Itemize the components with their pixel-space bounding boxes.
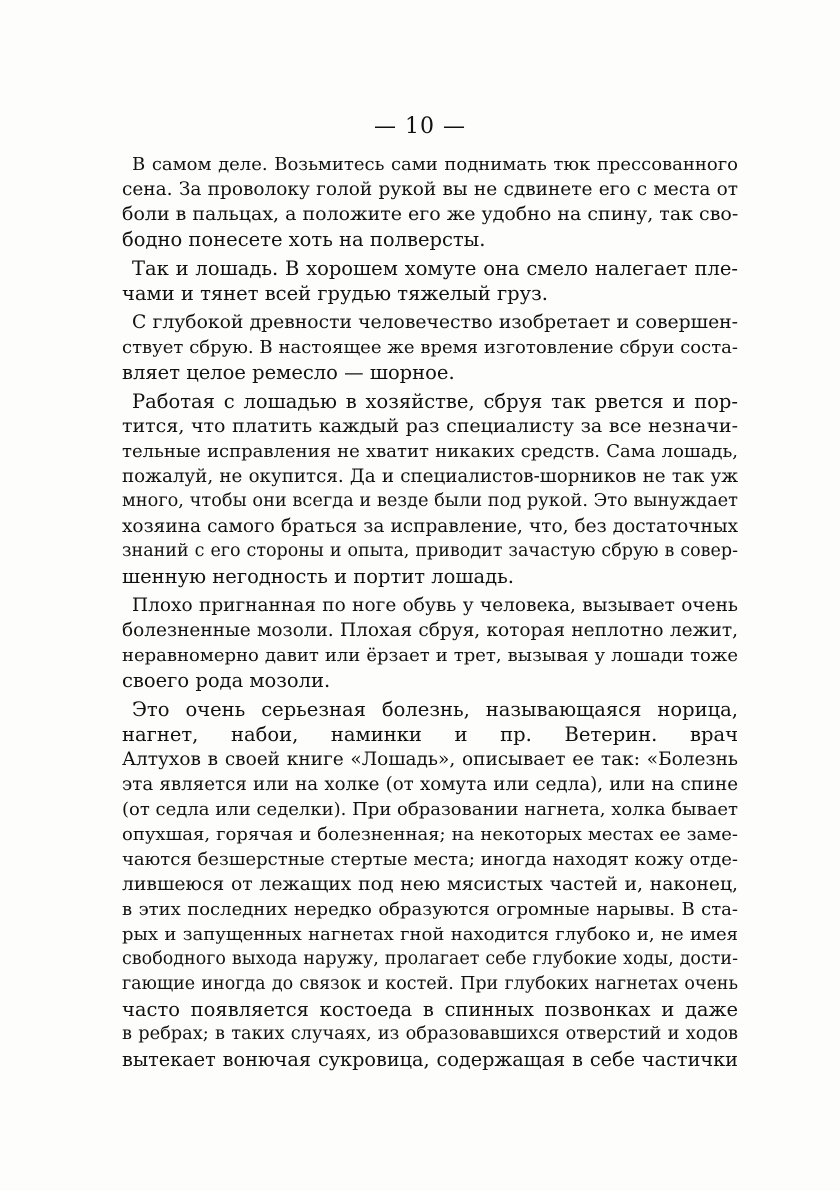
text-line: Плохо пригнанная по ноге обувь у человека, вызывает очень [132, 595, 738, 616]
page-number: — 10 — [374, 114, 466, 139]
text-line: тится, что платить каждый раз специалисту за все незначи- [122, 415, 738, 437]
text-line: в ребрах; в таких случаях, из образовавшихся отверстий и ходов [122, 1024, 738, 1044]
text-line: рых и запущенных нагнетах гной находится глубоко и, не имея [122, 924, 738, 945]
text-line: вытекает вонючая сукровица, содержащая в себе частички [122, 1048, 738, 1071]
body-text [122, 152, 738, 1072]
text-line: вляет целое ремесло — шорное. [122, 361, 455, 384]
text-line: шенную негодность и портит лошадь. [122, 565, 514, 588]
text-line: боли в пальцах, а положите его же удобно на спину, так сво- [122, 203, 739, 225]
text-line: Это очень серьезная болезнь, называющаяся норица, [132, 698, 738, 721]
text-line: опухшая, горячая и болезненная; на некоторых местах ее заме- [122, 824, 738, 845]
text-line: чами и тянет всей грудью тяжелый груз. [122, 282, 548, 305]
text-line: ствует сбрую. В настоящее же время изготовление сбруи соста- [122, 337, 738, 358]
text-line: Так и лошадь. В хорошем хомуте она смело налегает пле- [132, 257, 738, 280]
text-line: В самом деле. Возьмитесь сами поднимать тюк прессованного [132, 154, 738, 175]
text-line: неравномерно давит или ёрзает и трет, вызывая у лошади тоже [122, 645, 738, 666]
text-line: много, чтобы они всегда и везде были под рукой. Это вынуждает [122, 491, 738, 511]
text-line: (от седла или седелки). При образовании нагнета, холка бывает [122, 799, 738, 820]
text-line: чаются безшерстные стертые места; иногда находят кожу отде- [122, 849, 738, 870]
text-line: болезненные мозоли. Плохая сбруя, которая неплотно лежит, [122, 620, 738, 641]
text-line: знаний с его стороны и опыта, приводит зачастую сбрую в совер- [122, 541, 738, 561]
text-line: бодно понесете хоть на полверсты. [122, 228, 486, 251]
text-line: в этих последних нередко образуются огромные нарывы. В ста- [122, 899, 738, 920]
text-line: нагнет, набои, наминки и пр. Ветерин. врач [122, 723, 738, 746]
text-line: хозяина самого браться за исправление, что, без достаточных [122, 516, 738, 537]
text-line: С глубокой древности человечество изобретает и совершен- [132, 312, 738, 333]
text-line: эта является или на холке (от хомута или седла), или на спине [122, 774, 738, 795]
text-line: Алтухов в своей книге «Лошадь», описывает ее так: «Болезнь [122, 749, 738, 770]
text-line: пожалуй, не окупится. Да и специалистов-шорников не так уж [122, 466, 738, 487]
text-line: лившеюся от лежащих под нею мясистых частей и, наконец, [122, 874, 738, 895]
text-line: своего рода мозоли. [122, 669, 331, 692]
text-line: часто появляется костоеда в спинных позвонках и даже [122, 998, 738, 1021]
text-line: Работая с лошадью в хозяйстве, сбруя так рвется и пор- [132, 390, 738, 413]
text-line: тельные исправления не хватит никаких средств. Сама лошадь, [122, 441, 738, 462]
text-line: сена. За проволоку голой рукой вы не сдвинете его с места от [122, 179, 738, 200]
text-line: гающие иногда до связок и костей. При глубоких нагнетах очень [122, 974, 738, 994]
text-line: свободного выхода наружу, пролагает себе глубокие ходы, дости- [122, 949, 738, 969]
